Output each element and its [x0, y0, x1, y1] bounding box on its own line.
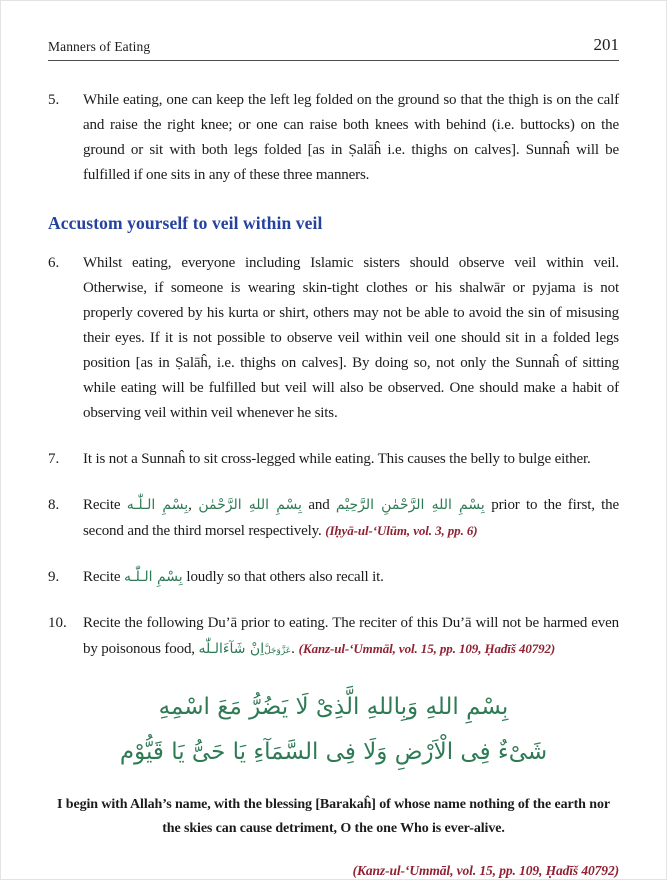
arabic-bismillah-first: بِسْمِ الـلّٰـه [126, 497, 189, 513]
arabic-bismillah-second: بِسْمِ اللهِ الرَّحْمٰن [198, 497, 302, 513]
item-number: 10. [48, 615, 67, 631]
item-text [83, 565, 619, 590]
running-title: Manners of Eating [48, 39, 151, 54]
dua-line-2: شَىْءٌ فِى الْاَرْضِ وَلَا فِى السَّمَآءِ يَا حَىُّ يَا قَيُّوْم [119, 739, 548, 765]
item-text [83, 611, 619, 664]
arabic-azza-wa-jal: عَزَّوَجَلَّ [264, 646, 292, 656]
list-item-8 [48, 493, 619, 544]
item-text-segment: and [301, 497, 336, 513]
list-item-5 [48, 88, 619, 188]
list-item-7 [48, 447, 619, 472]
dua-translation: I begin with Allah’s name, with the blessing [Barakaĥ] of whose name nothing of the earth nor the skies can cause detriment, O the one Who is ever-alive. [57, 797, 610, 836]
header-rule [48, 60, 619, 61]
item-number: 7. [48, 451, 60, 467]
item-text [83, 493, 619, 544]
page-header [48, 35, 619, 55]
arabic-inshallah: اِنْ شَآءَالـلّٰه [198, 641, 265, 657]
item-text: While eating, one can keep the left leg folded on the ground so that the thigh is on the calf and raise the right knee; or one can raise both knees with behind (i.e. buttocks) on the ground or sit with both legs folded [as in Ṣalāĥ i.e. thighs on calves]. Sunnaĥ will be fulfilled if one sits in any of these three manners. [83, 92, 619, 183]
item-text-segment: Recite the following Du’ā prior to eating. The reciter of this Du’ā will not be harmed even by poisonous food, [83, 615, 619, 657]
item-text: It is not a Sunnaĥ to sit cross-legged while eating. This causes the belly to bulge either. [83, 451, 591, 467]
item-text-segment: Recite [83, 569, 125, 585]
dua-line-1: بِسْمِ اللهِ وَبِاللهِ الَّذِىْ لَا يَضُرُّ مَعَ اسْمِهِ [158, 694, 509, 720]
item-text-segment: loudly so that others also recall it. [182, 569, 384, 585]
list-item-6 [48, 251, 619, 426]
item-number: 6. [48, 255, 60, 271]
section-heading: Accustom yourself to veil within veil [48, 213, 323, 233]
item-text-segment: prior to the first, the second and the third morsel respectively. [83, 497, 620, 539]
reference-citation: (Kanz-ul-‘Ummāl, vol. 15, pp. 109, Ḥadīš 40792) [298, 641, 556, 656]
item-text: Whilst eating, everyone including Islamic sisters should observe veil within veil. Otherwise, if someone is wearing skin-tight clothes or his shalwār or pyjama is not properly covered by his kurta or shirt, others may not be able to avoid the sin of misusing their eyes. If it is not possible to observe veil within veil one should sit in a folded legs position [as in Ṣalāĥ, i.e. thighs on calves]. By doing so, not only the Sunnaĥ of sitting while eating will be fulfilled but veil will also be observed. One should make a habit of observing veil within veil whenever he sits. [83, 255, 619, 421]
dua-arabic-block [48, 685, 619, 775]
item-number: 5. [48, 92, 60, 108]
item-text-segment: Recite [83, 497, 127, 513]
footer-citation: (Kanz-ul-‘Ummāl, vol. 15, pp. 109, Ḥadīš 40792) [352, 863, 619, 878]
reference-citation: (Iḥyā-ul-‘Ulūm, vol. 3, pp. 6) [325, 523, 478, 538]
list-item-9 [48, 565, 619, 590]
item-text-segment: , [188, 497, 199, 513]
arabic-bismillah: بِسْمِ الـلّٰـه [124, 569, 183, 585]
page-number: 201 [593, 35, 619, 54]
item-text-segment: . [291, 641, 299, 657]
item-number: 9. [48, 569, 60, 585]
list-item-10 [48, 611, 619, 664]
item-number: 8. [48, 497, 60, 513]
arabic-bismillah-third: بِسْمِ اللهِ الرَّحْمٰنِ الرَّحِيْم [335, 497, 485, 513]
